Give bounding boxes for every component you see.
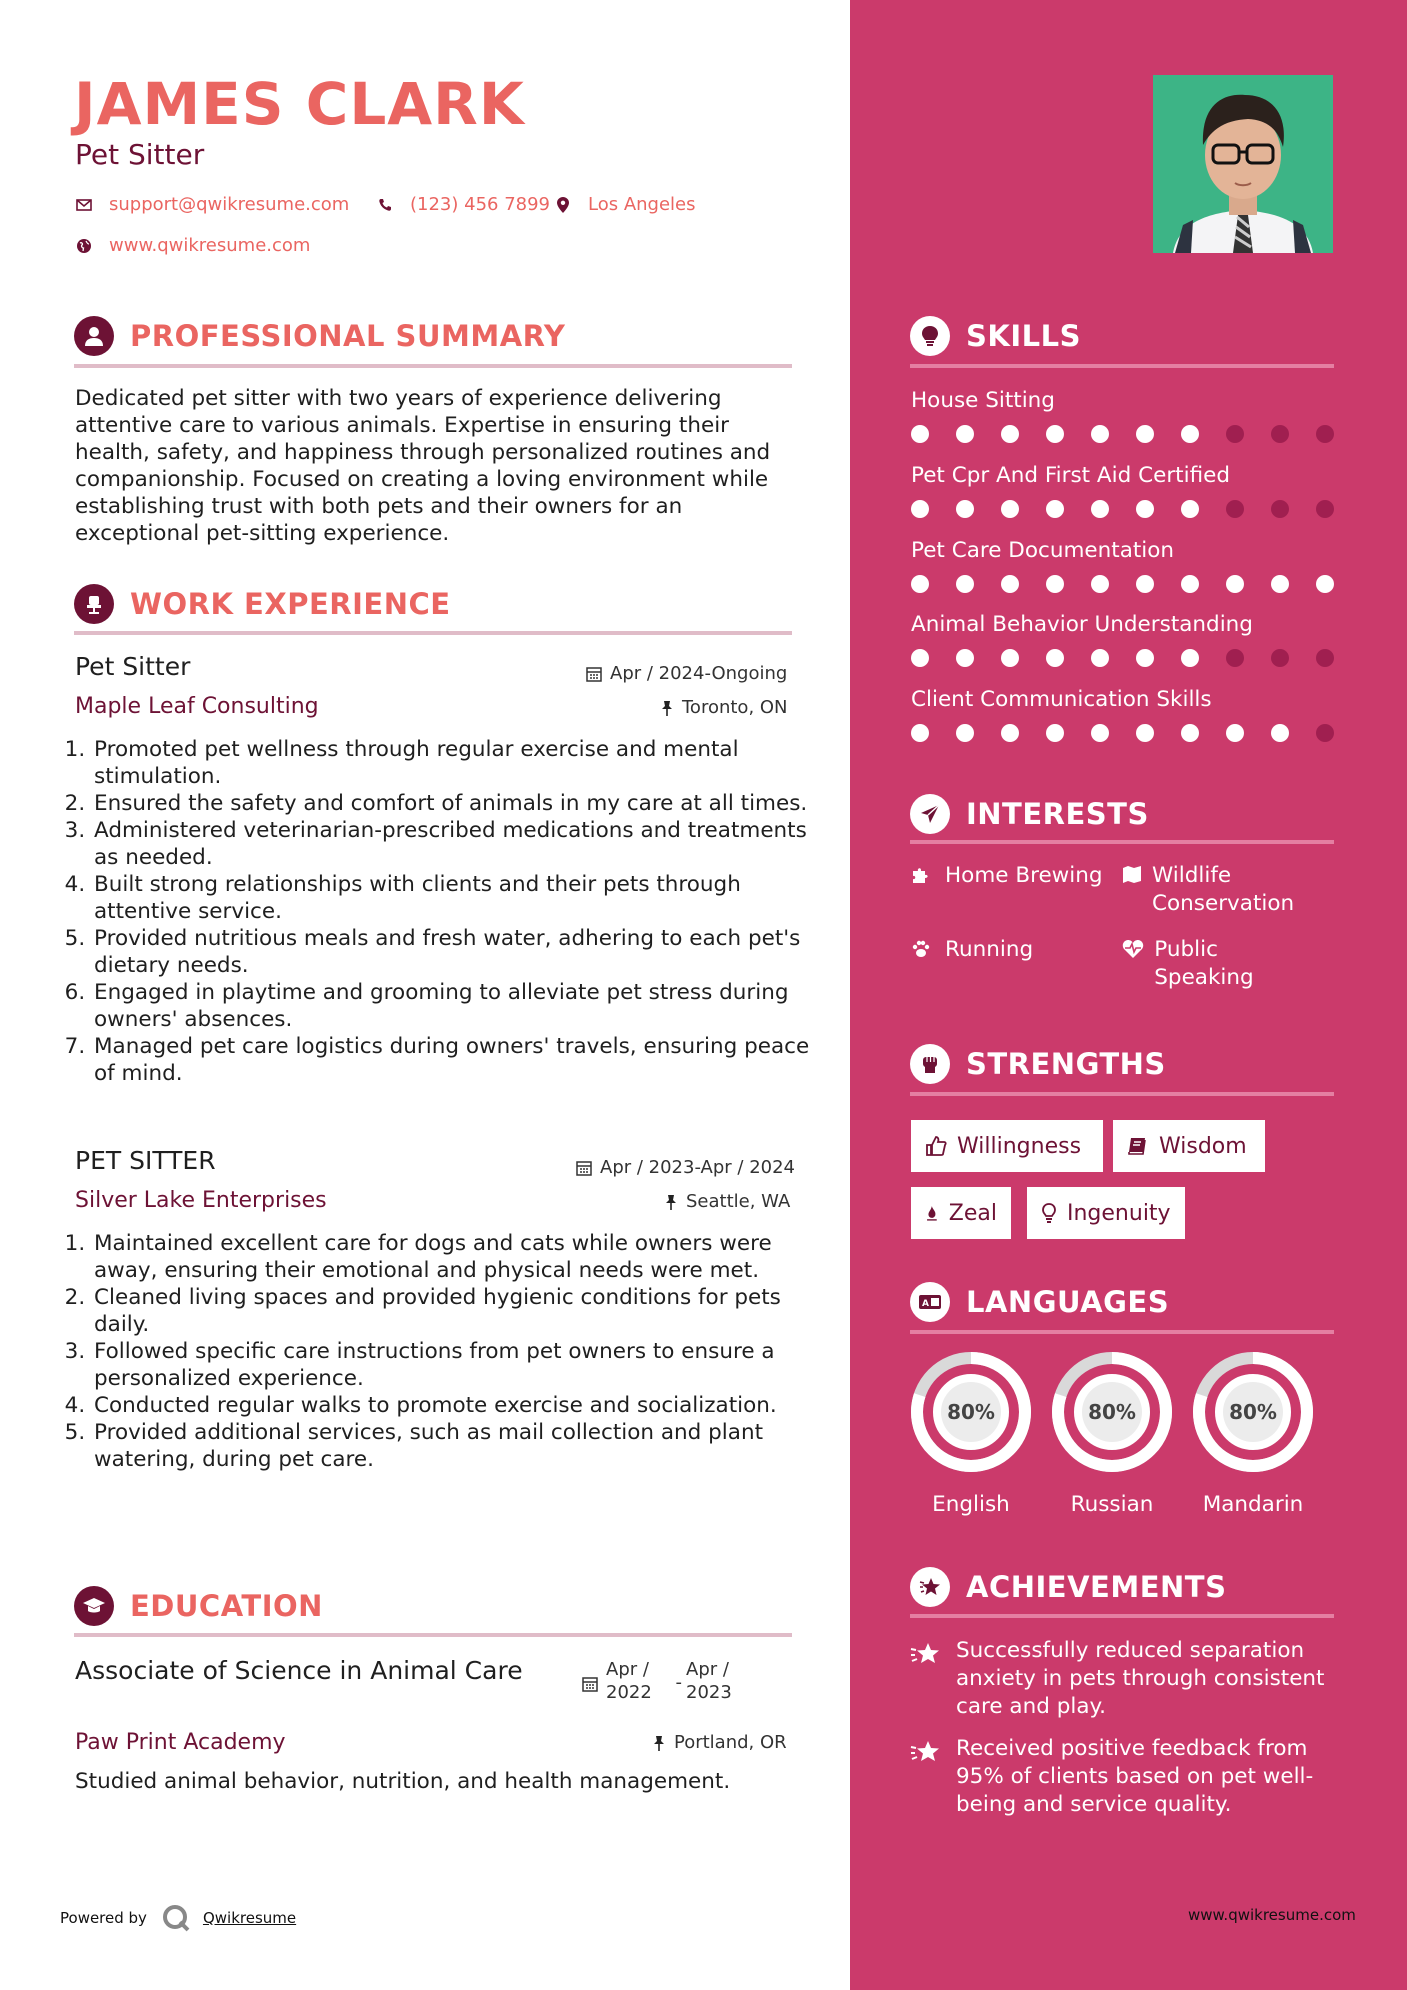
rating-dot-filled <box>1001 649 1019 667</box>
skill-rating <box>911 425 1361 443</box>
profile-photo <box>1153 75 1333 253</box>
strength-tag: Willingness <box>911 1120 1103 1172</box>
rating-dot-empty <box>1226 649 1244 667</box>
summary-heading: PROFESSIONAL SUMMARY <box>130 319 566 353</box>
education-heading: EDUCATION <box>130 1589 323 1623</box>
lightbulb-icon <box>1041 1202 1057 1224</box>
rating-dot-filled <box>1271 575 1289 593</box>
phone-icon <box>376 196 394 214</box>
calendar-icon <box>576 1160 592 1176</box>
rating-dot-filled <box>1046 724 1064 742</box>
map-icon <box>1122 862 1142 918</box>
phone-text: (123) 456 7899 <box>410 194 551 215</box>
rating-dot-filled <box>1226 575 1244 593</box>
list-item: 5. Provided additional services, such as mail collection and plant watering, during pet care. <box>92 1419 822 1473</box>
interests-header <box>910 794 1149 834</box>
strength-tag: Ingenuity <box>1027 1187 1185 1239</box>
summary-header <box>74 316 565 356</box>
website-text: www.qwikresume.com <box>109 235 311 256</box>
language-name: Mandarin <box>1202 1492 1304 1517</box>
summary-divider <box>74 364 792 368</box>
rating-dot-filled <box>1001 724 1019 742</box>
paw-icon <box>911 936 935 967</box>
job-1-dates: Apr / 2024-Ongoing <box>586 663 787 684</box>
list-item: 6. Engaged in playtime and grooming to alleviate pet stress during owners' absences. <box>92 979 822 1033</box>
interests-heading: INTERESTS <box>966 797 1149 831</box>
rating-dot-empty <box>1316 500 1334 518</box>
rating-dot-filled <box>1136 500 1154 518</box>
list-item: 3. Followed specific care instructions from pet owners to ensure a personalized experience. <box>92 1338 822 1392</box>
language-russian <box>1050 1350 1174 1517</box>
language-percent: 80% <box>1088 1400 1136 1424</box>
rating-dot-empty <box>1271 500 1289 518</box>
job-1-bullets <box>68 736 822 1087</box>
rating-dot-filled <box>956 575 974 593</box>
contact-website[interactable] <box>75 235 310 256</box>
footer-website[interactable]: www.qwikresume.com <box>1188 1906 1356 1924</box>
rating-dot-filled <box>1046 649 1064 667</box>
rating-dot-empty <box>1316 649 1334 667</box>
education-start: Apr / 2022 <box>606 1659 652 1703</box>
list-item: 4. Built strong relationships with clients and their pets through attentive service. <box>92 871 822 925</box>
language-name: Russian <box>1070 1492 1154 1517</box>
rating-dot-filled <box>1001 575 1019 593</box>
interests-divider <box>910 840 1334 844</box>
strength-tag: Zeal <box>911 1187 1011 1239</box>
puzzle-icon <box>911 862 935 893</box>
summary-text: Dedicated pet sitter with two years of experience delivering attentive care to various animals. Expertise in ensuring their health, safety, and happiness through personalized routines and companionship. Focused on creating a loving environment while establishing trust with both pets and their owners for an exceptional pet-sitting experience. <box>75 386 771 546</box>
experience-header <box>74 584 451 624</box>
rating-dot-filled <box>1136 724 1154 742</box>
rating-dot-filled <box>911 649 929 667</box>
rating-dot-filled <box>956 724 974 742</box>
globe-icon <box>75 237 93 255</box>
list-item: 1. Maintained excellent care for dogs and cats while owners were away, ensuring their emotional and physical needs were met. <box>92 1230 822 1284</box>
skill-name: Pet Cpr And First Aid Certified <box>911 463 1230 488</box>
contact-email[interactable] <box>75 194 349 215</box>
qwikresume-logo-icon <box>161 1903 191 1933</box>
education-dates: Apr / 2022 - Apr / 2023 <box>582 1658 746 1704</box>
map-pin-icon <box>554 196 572 214</box>
degree-title: Associate of Science in Animal Care <box>75 1656 523 1685</box>
rating-dot-filled <box>1181 575 1199 593</box>
rating-dot-filled <box>1001 425 1019 443</box>
user-icon <box>74 316 114 356</box>
rating-dot-filled <box>1271 724 1289 742</box>
rating-dot-filled <box>911 500 929 518</box>
strengths-heading: STRENGTHS <box>966 1047 1166 1081</box>
skill-rating <box>911 575 1361 593</box>
skills-divider <box>910 364 1334 368</box>
rating-dot-filled <box>1181 724 1199 742</box>
list-item: 4. Conducted regular walks to promote exercise and socialization. <box>92 1392 822 1419</box>
achievements-divider <box>910 1614 1334 1618</box>
list-item: 7. Managed pet care logistics during owners' travels, ensuring peace of mind. <box>92 1033 822 1087</box>
calendar-icon <box>582 1676 598 1692</box>
star-burst-icon <box>910 1637 946 1721</box>
flame-icon <box>925 1202 939 1224</box>
languages-header <box>910 1282 1169 1322</box>
language-percent: 80% <box>947 1400 995 1424</box>
achievement-item: Successfully reduced separation anxiety in pets through consistent care and play. <box>910 1637 1330 1721</box>
languages-divider <box>910 1330 1334 1334</box>
envelope-icon <box>75 196 93 214</box>
education-school: Paw Print Academy <box>75 1730 286 1755</box>
education-divider <box>74 1633 792 1637</box>
candidate-title: Pet Sitter <box>75 138 205 171</box>
candidate-name: JAMES CLARK <box>74 70 525 138</box>
interest-item: Running <box>911 936 1033 967</box>
rating-dot-filled <box>1046 425 1064 443</box>
rating-dot-filled <box>1136 575 1154 593</box>
list-item: 5. Provided nutritious meals and fresh water, adhering to each pet's dietary needs. <box>92 925 822 979</box>
experience-heading: WORK EXPERIENCE <box>130 587 451 621</box>
rating-dot-filled <box>1091 575 1109 593</box>
rating-dot-filled <box>1091 500 1109 518</box>
rating-dot-filled <box>1091 425 1109 443</box>
languages-heading: LANGUAGES <box>966 1285 1170 1319</box>
rating-dot-filled <box>1226 724 1244 742</box>
list-item: 1. Promoted pet wellness through regular exercise and mental stimulation. <box>92 736 822 790</box>
heartbeat-icon <box>1122 936 1144 992</box>
rating-dot-filled <box>1046 575 1064 593</box>
rating-dot-filled <box>1181 425 1199 443</box>
education-end: Apr / 2023 <box>686 1659 732 1703</box>
contact-phone[interactable] <box>376 194 550 215</box>
svg-text:A: A <box>922 1299 929 1309</box>
rating-dot-filled <box>911 575 929 593</box>
education-header <box>74 1586 323 1626</box>
pushpin-icon <box>660 700 674 716</box>
language-percent: 80% <box>1229 1400 1277 1424</box>
list-item: 2. Ensured the safety and comfort of animals in my care at all times. <box>92 790 822 817</box>
skill-rating <box>911 724 1361 742</box>
footer-brand[interactable]: Qwikresume <box>202 1909 297 1927</box>
job-1-title: Pet Sitter <box>75 652 191 681</box>
rating-dot-empty <box>1226 500 1244 518</box>
education-description: Studied animal behavior, nutrition, and health management. <box>75 1769 731 1794</box>
rating-dot-filled <box>1091 649 1109 667</box>
rating-dot-filled <box>1136 425 1154 443</box>
rating-dot-empty <box>1316 724 1334 742</box>
language-mandarin <box>1191 1350 1315 1517</box>
thumbs-up-icon <box>925 1135 947 1157</box>
skills-header <box>910 316 1081 356</box>
location-text: Los Angeles <box>588 194 696 215</box>
rating-dot-filled <box>956 425 974 443</box>
job-2-company: Silver Lake Enterprises <box>75 1188 327 1213</box>
rating-dot-empty <box>1226 425 1244 443</box>
paper-plane-icon <box>910 794 950 834</box>
skill-name: Animal Behavior Understanding <box>911 612 1253 637</box>
skill-rating <box>911 500 1361 518</box>
pushpin-icon <box>652 1735 666 1751</box>
achievements-header <box>910 1567 1226 1607</box>
interest-item: Home Brewing <box>911 862 1103 893</box>
job-1-location: Toronto, ON <box>660 697 788 718</box>
skill-name: House Sitting <box>911 388 1055 413</box>
star-burst-icon <box>910 1735 946 1819</box>
rating-dot-filled <box>911 724 929 742</box>
fist-icon <box>910 1044 950 1084</box>
rating-dot-filled <box>956 500 974 518</box>
chair-icon <box>74 584 114 624</box>
book-icon <box>1127 1136 1149 1156</box>
star-burst-icon <box>910 1567 950 1607</box>
pushpin-icon <box>664 1194 678 1210</box>
job-1-company: Maple Leaf Consulting <box>75 694 319 719</box>
rating-dot-filled <box>1316 575 1334 593</box>
rating-dot-filled <box>1181 500 1199 518</box>
rating-dot-filled <box>911 425 929 443</box>
interest-item: Public Speaking <box>1122 936 1312 992</box>
experience-divider <box>74 631 792 635</box>
language-icon <box>910 1282 950 1322</box>
strengths-header <box>910 1044 1166 1084</box>
skills-heading: SKILLS <box>966 319 1081 353</box>
footer-powered-by[interactable]: Powered by Qwikresume <box>60 1903 296 1933</box>
job-2-location: Seattle, WA <box>664 1191 790 1212</box>
language-name: English <box>932 1492 1010 1517</box>
rating-dot-filled <box>1181 649 1199 667</box>
graduation-cap-icon <box>74 1586 114 1626</box>
rating-dot-empty <box>1271 425 1289 443</box>
education-location: Portland, OR <box>652 1732 787 1753</box>
list-item: 3. Administered veterinarian-prescribed medications and treatments as needed. <box>92 817 822 871</box>
rating-dot-filled <box>1046 500 1064 518</box>
skill-name: Client Communication Skills <box>911 687 1212 712</box>
job-2-title: PET SITTER <box>75 1146 216 1175</box>
interest-item: Wildlife Conservation <box>1122 862 1312 918</box>
skill-rating <box>911 649 1361 667</box>
rating-dot-empty <box>1271 649 1289 667</box>
job-2-dates: Apr / 2023-Apr / 2024 <box>576 1157 795 1178</box>
strengths-divider <box>910 1092 1334 1096</box>
achievement-item: Received positive feedback from 95% of clients based on pet well-being and service quality. <box>910 1735 1330 1819</box>
lightbulb-icon <box>910 316 950 356</box>
rating-dot-filled <box>1091 724 1109 742</box>
rating-dot-filled <box>956 649 974 667</box>
skill-name: Pet Care Documentation <box>911 538 1175 563</box>
job-2-bullets <box>68 1230 822 1473</box>
email-text: support@qwikresume.com <box>109 194 350 215</box>
strength-tag: Wisdom <box>1113 1120 1265 1172</box>
language-english <box>909 1350 1033 1517</box>
rating-dot-filled <box>1001 500 1019 518</box>
rating-dot-empty <box>1316 425 1334 443</box>
list-item: 2. Cleaned living spaces and provided hygienic conditions for pets daily. <box>92 1284 822 1338</box>
contact-location <box>554 194 696 215</box>
calendar-icon <box>586 666 602 682</box>
achievements-heading: ACHIEVEMENTS <box>966 1570 1227 1604</box>
rating-dot-filled <box>1136 649 1154 667</box>
